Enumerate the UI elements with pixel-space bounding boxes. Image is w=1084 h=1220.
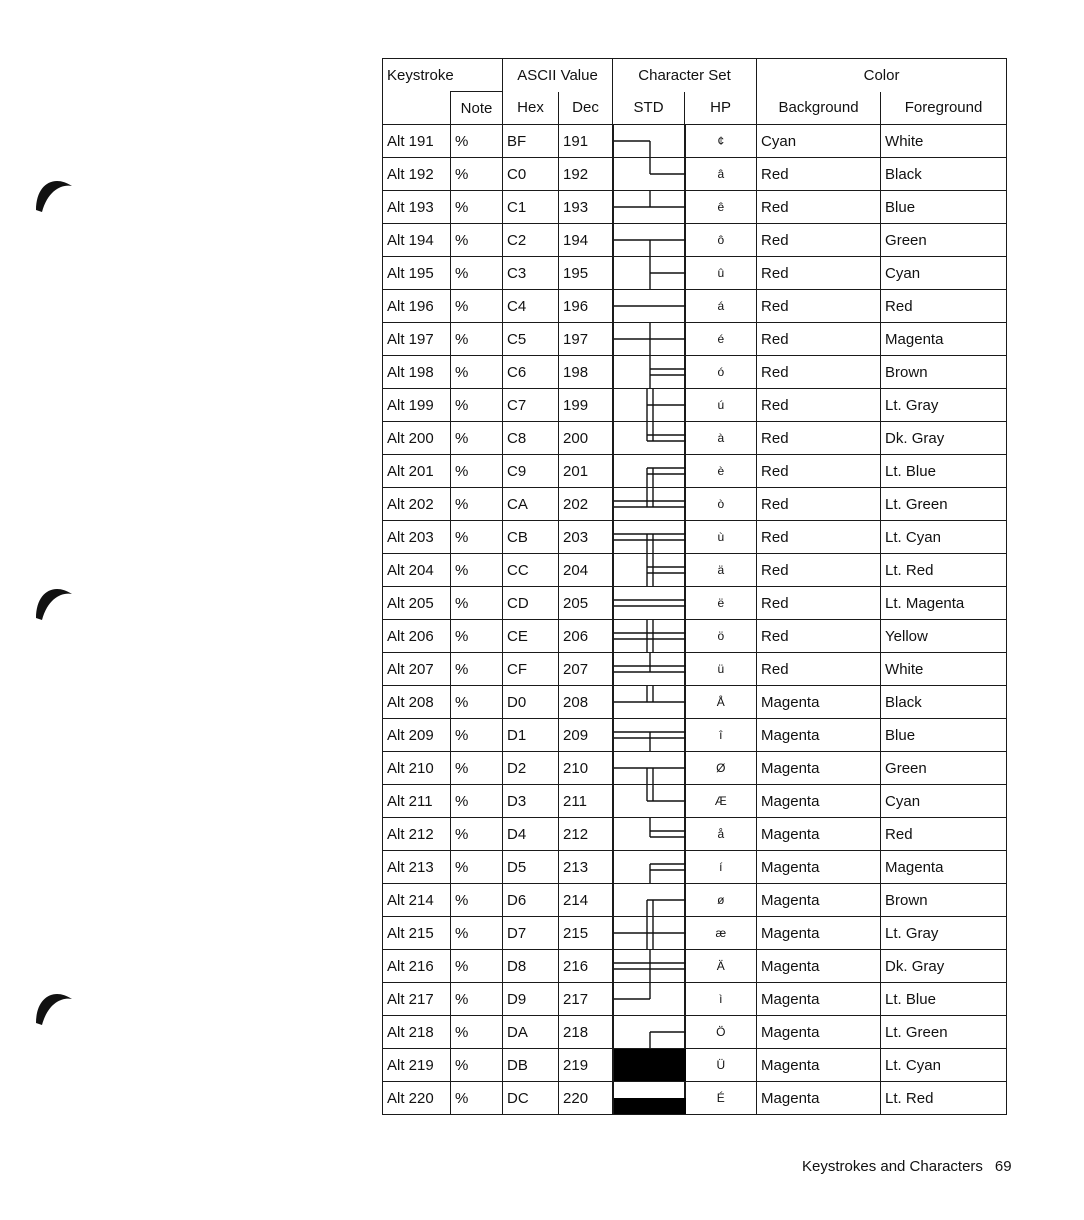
page-number: 69 [994, 1158, 1012, 1175]
background-cell: Magenta [757, 818, 881, 851]
note-cell: % [451, 422, 503, 455]
foreground-cell: Cyan [881, 257, 1007, 290]
background-cell: Magenta [757, 983, 881, 1016]
background-cell: Red [757, 422, 881, 455]
hex-cell: D0 [503, 686, 559, 719]
table-row [383, 686, 1007, 719]
note-cell: % [451, 389, 503, 422]
std-line-glyph [613, 290, 685, 323]
hp-cell: ê [685, 191, 757, 224]
binder-hole-middle [34, 580, 74, 625]
hp-cell: Ä [685, 950, 757, 983]
hex-cell: D6 [503, 884, 559, 917]
page-footer [802, 1158, 1012, 1175]
hp-cell: å [685, 818, 757, 851]
std-line-glyph [613, 257, 685, 290]
std-line-glyph [613, 653, 685, 686]
keystroke-cell: Alt 198 [383, 356, 451, 389]
table-row [383, 917, 1007, 950]
foreground-cell: Lt. Green [881, 488, 1007, 521]
hex-cell: CA [503, 488, 559, 521]
foreground-cell: Lt. Red [881, 554, 1007, 587]
hex-cell: DB [503, 1049, 559, 1082]
hex-cell: D1 [503, 719, 559, 752]
footer-title: Keystrokes and Characters [802, 1158, 983, 1175]
table-row [383, 1049, 1007, 1082]
background-cell: Red [757, 521, 881, 554]
table-row [383, 653, 1007, 686]
hp-cell: ö [685, 620, 757, 653]
foreground-cell: Lt. Red [881, 1082, 1007, 1115]
std-line-glyph [613, 191, 685, 224]
foreground-cell: Lt. Cyan [881, 1049, 1007, 1082]
note-cell: % [451, 818, 503, 851]
hp-cell: ò [685, 488, 757, 521]
note-cell: % [451, 455, 503, 488]
dec-cell: 214 [559, 884, 613, 917]
note-cell: % [451, 653, 503, 686]
keystroke-cell: Alt 213 [383, 851, 451, 884]
note-cell: % [451, 884, 503, 917]
foreground-cell: Brown [881, 884, 1007, 917]
foreground-cell: Green [881, 224, 1007, 257]
hp-cell: í [685, 851, 757, 884]
dec-cell: 210 [559, 752, 613, 785]
dec-cell: 213 [559, 851, 613, 884]
background-cell: Magenta [757, 851, 881, 884]
hex-cell: C2 [503, 224, 559, 257]
table-row [383, 983, 1007, 1016]
hex-cell: CD [503, 587, 559, 620]
note-cell: % [451, 917, 503, 950]
keystroke-cell: Alt 208 [383, 686, 451, 719]
table-row [383, 752, 1007, 785]
note-cell: % [451, 1049, 503, 1082]
hex-cell: D5 [503, 851, 559, 884]
keystroke-cell: Alt 216 [383, 950, 451, 983]
table-row [383, 389, 1007, 422]
dec-cell: 192 [559, 158, 613, 191]
foreground-cell: Lt. Blue [881, 983, 1007, 1016]
keystroke-cell: Alt 214 [383, 884, 451, 917]
hp-cell: ì [685, 983, 757, 1016]
std-line-glyph [613, 785, 685, 818]
hex-cell: D2 [503, 752, 559, 785]
note-cell: % [451, 587, 503, 620]
hp-cell: é [685, 323, 757, 356]
header-background: Background [757, 92, 881, 125]
background-cell: Magenta [757, 785, 881, 818]
table-row [383, 125, 1007, 158]
hex-cell: C6 [503, 356, 559, 389]
std-line-glyph [613, 752, 685, 785]
dec-cell: 212 [559, 818, 613, 851]
background-cell: Red [757, 587, 881, 620]
std-line-glyph [613, 686, 685, 719]
keystroke-cell: Alt 199 [383, 389, 451, 422]
table-row [383, 620, 1007, 653]
table-row [383, 224, 1007, 257]
table-row [383, 158, 1007, 191]
dec-cell: 206 [559, 620, 613, 653]
table-row [383, 554, 1007, 587]
table-row [383, 1082, 1007, 1115]
header-ascii-value: ASCII Value [503, 59, 613, 92]
keystroke-cell: Alt 201 [383, 455, 451, 488]
background-cell: Red [757, 290, 881, 323]
keystroke-character-table [382, 58, 1007, 1115]
foreground-cell: Lt. Blue [881, 455, 1007, 488]
dec-cell: 204 [559, 554, 613, 587]
note-cell: % [451, 1016, 503, 1049]
note-cell: % [451, 290, 503, 323]
note-cell: % [451, 521, 503, 554]
std-line-glyph [613, 1082, 685, 1115]
table-row [383, 1016, 1007, 1049]
hp-cell: ù [685, 521, 757, 554]
hp-cell: ú [685, 389, 757, 422]
keystroke-cell: Alt 205 [383, 587, 451, 620]
keystroke-cell: Alt 194 [383, 224, 451, 257]
header-dec: Dec [559, 92, 613, 125]
keystroke-cell: Alt 210 [383, 752, 451, 785]
std-line-glyph [613, 851, 685, 884]
dec-cell: 211 [559, 785, 613, 818]
std-line-glyph [613, 521, 685, 554]
binder-hole-bottom [34, 985, 74, 1030]
dec-cell: 205 [559, 587, 613, 620]
table-row [383, 455, 1007, 488]
background-cell: Magenta [757, 1082, 881, 1115]
std-line-glyph [613, 389, 685, 422]
note-cell: % [451, 752, 503, 785]
dec-cell: 197 [559, 323, 613, 356]
keystroke-cell: Alt 207 [383, 653, 451, 686]
foreground-cell: Lt. Gray [881, 917, 1007, 950]
dec-cell: 198 [559, 356, 613, 389]
foreground-cell: Magenta [881, 323, 1007, 356]
header-hp: HP [685, 92, 757, 125]
std-line-glyph [613, 917, 685, 950]
table-row [383, 191, 1007, 224]
hex-cell: D4 [503, 818, 559, 851]
dec-cell: 199 [559, 389, 613, 422]
keystroke-cell: Alt 212 [383, 818, 451, 851]
hp-cell: Æ [685, 785, 757, 818]
binder-hole-top [34, 172, 74, 217]
keystroke-cell: Alt 197 [383, 323, 451, 356]
table-row [383, 422, 1007, 455]
hp-cell: ü [685, 653, 757, 686]
note-cell: % [451, 719, 503, 752]
hp-cell: ó [685, 356, 757, 389]
background-cell: Magenta [757, 686, 881, 719]
hp-cell: ø [685, 884, 757, 917]
foreground-cell: Green [881, 752, 1007, 785]
std-line-glyph [613, 1049, 685, 1082]
hex-cell: CE [503, 620, 559, 653]
header-hex: Hex [503, 92, 559, 125]
header-character-set: Character Set [613, 59, 757, 92]
std-line-glyph [613, 158, 685, 191]
keystroke-cell: Alt 211 [383, 785, 451, 818]
hex-cell: C3 [503, 257, 559, 290]
dec-cell: 191 [559, 125, 613, 158]
foreground-cell: Lt. Gray [881, 389, 1007, 422]
hex-cell: CF [503, 653, 559, 686]
table-row [383, 818, 1007, 851]
hex-cell: D8 [503, 950, 559, 983]
note-cell: % [451, 158, 503, 191]
foreground-cell: Black [881, 158, 1007, 191]
dec-cell: 202 [559, 488, 613, 521]
header-std: STD [613, 92, 685, 125]
std-line-glyph [613, 554, 685, 587]
keystroke-cell: Alt 203 [383, 521, 451, 554]
note-cell: % [451, 950, 503, 983]
std-line-glyph [613, 620, 685, 653]
std-line-glyph [613, 488, 685, 521]
background-cell: Red [757, 620, 881, 653]
hex-cell: C1 [503, 191, 559, 224]
note-cell: % [451, 554, 503, 587]
dec-cell: 201 [559, 455, 613, 488]
keystroke-cell: Alt 193 [383, 191, 451, 224]
table-row [383, 290, 1007, 323]
dec-cell: 219 [559, 1049, 613, 1082]
background-cell: Red [757, 224, 881, 257]
background-cell: Magenta [757, 752, 881, 785]
keystroke-cell: Alt 202 [383, 488, 451, 521]
keystroke-cell: Alt 209 [383, 719, 451, 752]
hp-cell: à [685, 422, 757, 455]
hp-cell: Å [685, 686, 757, 719]
background-cell: Magenta [757, 1016, 881, 1049]
foreground-cell: Blue [881, 719, 1007, 752]
hex-cell: C7 [503, 389, 559, 422]
hex-cell: C5 [503, 323, 559, 356]
hex-cell: CB [503, 521, 559, 554]
foreground-cell: Magenta [881, 851, 1007, 884]
dec-cell: 220 [559, 1082, 613, 1115]
note-cell: % [451, 191, 503, 224]
dec-cell: 194 [559, 224, 613, 257]
background-cell: Red [757, 488, 881, 521]
note-cell: % [451, 257, 503, 290]
background-cell: Magenta [757, 884, 881, 917]
hp-cell: É [685, 1082, 757, 1115]
keystroke-cell: Alt 217 [383, 983, 451, 1016]
std-line-glyph [613, 125, 685, 158]
background-cell: Magenta [757, 1049, 881, 1082]
header-keystroke: Keystroke [383, 59, 503, 92]
table-row [383, 587, 1007, 620]
note-cell: % [451, 851, 503, 884]
dec-cell: 218 [559, 1016, 613, 1049]
dec-cell: 203 [559, 521, 613, 554]
dec-cell: 216 [559, 950, 613, 983]
table-row [383, 356, 1007, 389]
table-row [383, 323, 1007, 356]
hex-cell: D9 [503, 983, 559, 1016]
background-cell: Red [757, 389, 881, 422]
std-line-glyph [613, 455, 685, 488]
dec-cell: 208 [559, 686, 613, 719]
table-row [383, 950, 1007, 983]
dec-cell: 209 [559, 719, 613, 752]
note-cell: % [451, 1082, 503, 1115]
std-line-glyph [613, 323, 685, 356]
background-cell: Magenta [757, 719, 881, 752]
foreground-cell: Red [881, 818, 1007, 851]
table-body [383, 125, 1007, 1115]
header-note: Note [451, 92, 503, 125]
note-cell: % [451, 488, 503, 521]
hex-cell: D3 [503, 785, 559, 818]
dec-cell: 200 [559, 422, 613, 455]
note-cell: % [451, 983, 503, 1016]
hex-cell: CC [503, 554, 559, 587]
keystroke-cell: Alt 215 [383, 917, 451, 950]
foreground-cell: Dk. Gray [881, 950, 1007, 983]
keystroke-cell: Alt 200 [383, 422, 451, 455]
background-cell: Cyan [757, 125, 881, 158]
header-keystroke-blank [383, 92, 451, 125]
foreground-cell: White [881, 125, 1007, 158]
hp-cell: Ü [685, 1049, 757, 1082]
note-cell: % [451, 620, 503, 653]
dec-cell: 207 [559, 653, 613, 686]
keystroke-cell: Alt 192 [383, 158, 451, 191]
background-cell: Red [757, 455, 881, 488]
hp-cell: Ø [685, 752, 757, 785]
background-cell: Magenta [757, 950, 881, 983]
keystroke-cell: Alt 219 [383, 1049, 451, 1082]
hp-cell: â [685, 158, 757, 191]
note-cell: % [451, 224, 503, 257]
header-foreground: Foreground [881, 92, 1007, 125]
header-color: Color [757, 59, 1007, 92]
hp-cell: î [685, 719, 757, 752]
background-cell: Red [757, 158, 881, 191]
std-line-glyph [613, 818, 685, 851]
background-cell: Red [757, 554, 881, 587]
std-line-glyph [613, 224, 685, 257]
keystroke-cell: Alt 206 [383, 620, 451, 653]
foreground-cell: Red [881, 290, 1007, 323]
foreground-cell: Lt. Cyan [881, 521, 1007, 554]
std-line-glyph [613, 356, 685, 389]
note-cell: % [451, 125, 503, 158]
hp-cell: ¢ [685, 125, 757, 158]
note-cell: % [451, 785, 503, 818]
hex-cell: BF [503, 125, 559, 158]
hex-cell: DC [503, 1082, 559, 1115]
hp-cell: ë [685, 587, 757, 620]
hp-cell: æ [685, 917, 757, 950]
hex-cell: C8 [503, 422, 559, 455]
keystroke-cell: Alt 220 [383, 1082, 451, 1115]
table-row [383, 719, 1007, 752]
keystroke-cell: Alt 196 [383, 290, 451, 323]
note-cell: % [451, 356, 503, 389]
foreground-cell: Lt. Magenta [881, 587, 1007, 620]
hp-cell: Ö [685, 1016, 757, 1049]
background-cell: Red [757, 257, 881, 290]
foreground-cell: Brown [881, 356, 1007, 389]
dec-cell: 196 [559, 290, 613, 323]
background-cell: Red [757, 356, 881, 389]
std-line-glyph [613, 719, 685, 752]
dec-cell: 215 [559, 917, 613, 950]
table-row [383, 851, 1007, 884]
background-cell: Magenta [757, 917, 881, 950]
std-line-glyph [613, 587, 685, 620]
hex-cell: DA [503, 1016, 559, 1049]
table-row [383, 257, 1007, 290]
dec-cell: 195 [559, 257, 613, 290]
keystroke-cell: Alt 204 [383, 554, 451, 587]
hp-cell: û [685, 257, 757, 290]
foreground-cell: Cyan [881, 785, 1007, 818]
hp-cell: ä [685, 554, 757, 587]
hex-cell: C9 [503, 455, 559, 488]
hp-cell: è [685, 455, 757, 488]
keystroke-cell: Alt 218 [383, 1016, 451, 1049]
table-row [383, 785, 1007, 818]
dec-cell: 217 [559, 983, 613, 1016]
foreground-cell: Dk. Gray [881, 422, 1007, 455]
table-row [383, 488, 1007, 521]
std-line-glyph [613, 884, 685, 917]
keystroke-cell: Alt 195 [383, 257, 451, 290]
hp-cell: á [685, 290, 757, 323]
foreground-cell: White [881, 653, 1007, 686]
note-cell: % [451, 686, 503, 719]
std-line-glyph [613, 983, 685, 1016]
background-cell: Red [757, 653, 881, 686]
dec-cell: 193 [559, 191, 613, 224]
background-cell: Red [757, 323, 881, 356]
foreground-cell: Blue [881, 191, 1007, 224]
foreground-cell: Yellow [881, 620, 1007, 653]
foreground-cell: Black [881, 686, 1007, 719]
background-cell: Red [757, 191, 881, 224]
hex-cell: D7 [503, 917, 559, 950]
std-line-glyph [613, 950, 685, 983]
hex-cell: C0 [503, 158, 559, 191]
table-row [383, 884, 1007, 917]
note-cell: % [451, 323, 503, 356]
hex-cell: C4 [503, 290, 559, 323]
keystroke-cell: Alt 191 [383, 125, 451, 158]
table-row [383, 521, 1007, 554]
hp-cell: ô [685, 224, 757, 257]
foreground-cell: Lt. Green [881, 1016, 1007, 1049]
std-line-glyph [613, 422, 685, 455]
std-line-glyph [613, 1016, 685, 1049]
